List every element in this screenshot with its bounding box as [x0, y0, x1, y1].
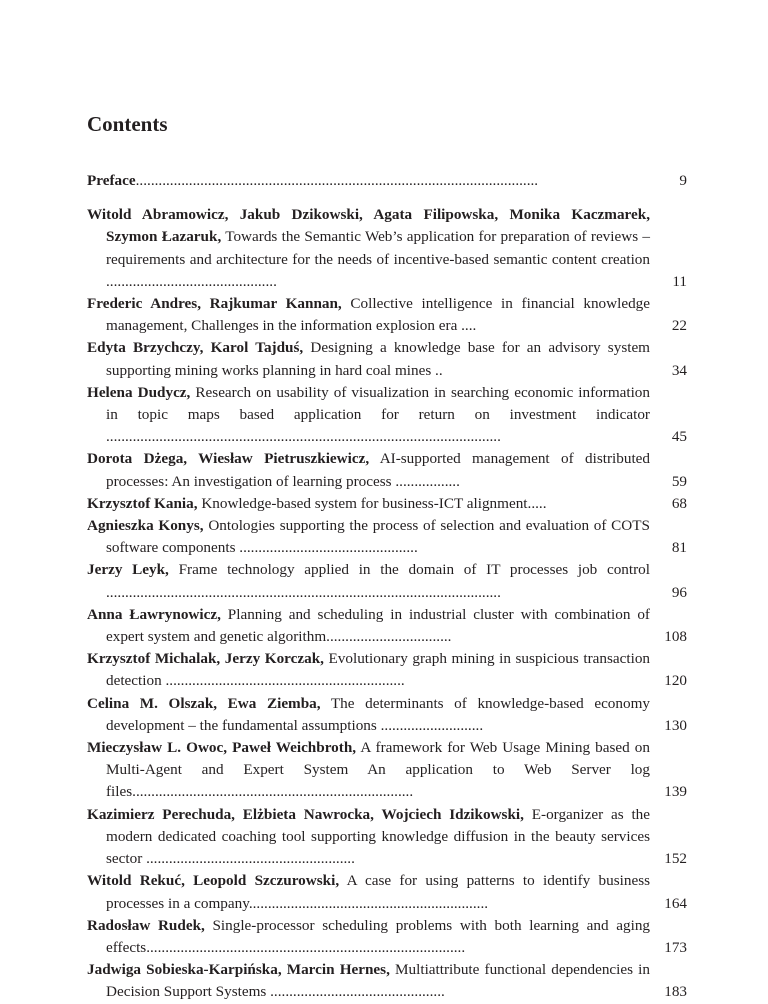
entry-page-number: 45 [671, 428, 687, 446]
entry-page-number: 139 [664, 783, 687, 801]
entry-title: A case for using patterns to identify business processes in a company [106, 872, 651, 912]
entry-authors: Kazimierz Perechuda, Elżbieta Nawrocka, Wojciech Idzikowski, [87, 805, 524, 823]
entry-authors: Jerzy Leyk, [87, 561, 169, 579]
entry-title: Knowledge-based system for business-ICT alignment [201, 494, 528, 512]
entry-title: Towards the Semantic Web’s application for preparation of reviews – requirements and architecture for the needs of incentive-based semantic content creation [106, 228, 650, 268]
entry-authors: Witold Abramowicz, Jakub Dzikowski, Agata Filipowska, Monika Kaczmarek, Szymon Łazaruk, [87, 206, 650, 246]
entry-title: Research on usability of visualization in searching economic information in topic maps based application for return on investment indicator [106, 383, 650, 424]
entry-authors: Mieczysław L. Owoc, Paweł Weichbroth, [87, 739, 357, 757]
entry-title: E-organizer as the modern dedicated coaching tool supporting knowledge diffusion in the beauty services sector [106, 805, 651, 868]
entry-authors: Krzysztof Kania, [87, 494, 198, 512]
entry-page-number: 164 [664, 894, 687, 912]
entry-title: Ontologies supporting the process of selection and evaluation of COTS software components [106, 517, 650, 557]
toc-entry: Kazimierz Perechuda, Elżbieta Nawrocka, Wojciech Idzikowski, E-organizer as the modern dedicated coaching tool supporting knowledge diffusion in the beauty services sector ....................................................... 152 [87, 804, 687, 871]
toc-entry [87, 337, 687, 381]
toc-entry: Agnieszka Konys, Ontologies supporting the process of selection and evaluation of COTS software components ............................................... 81 [87, 515, 687, 559]
entry-page-number: 34 [671, 361, 687, 379]
entry-authors: Celina M. Olszak, Ewa Ziemba, [87, 694, 321, 712]
toc-entry: Jadwiga Sobieska-Karpińska, Marcin Hernes, Multiattribute functional dependencies in Decision Support Systems .............................................. 183 [87, 959, 687, 1003]
entry-title: Preface [87, 172, 136, 189]
entry-authors: Agnieszka Konys, [87, 517, 204, 535]
toc-entry: Helena Dudycz, Research on usability of visualization in searching economic information in topic maps based application for return on investment indicator ........................................................................................................ 45 [87, 382, 687, 449]
toc-entry: Celina M. Olszak, Ewa Ziemba, The determinants of knowledge-based economy development – the fundamental assumptions ........................... 130 [87, 693, 687, 737]
entry-page-number: 9 [679, 172, 687, 189]
entry-page-number: 120 [664, 672, 687, 690]
entry-authors: Radosław Rudek, [87, 916, 205, 934]
entry-title: Frame technology applied in the domain of IT processes job control [178, 561, 650, 579]
entry-title: The determinants of knowledge-based economy development – the fundamental assumptions [106, 694, 650, 734]
entry-page-number: 173 [664, 938, 687, 956]
entry-title: Designing a knowledge base for an advisory system supporting mining works planning in hard coal mines .. [106, 339, 650, 379]
entry-page-number: 81 [671, 539, 687, 557]
entry-authors: Jadwiga Sobieska-Karpińska, Marcin Hernes, [87, 961, 390, 979]
entry-title: A framework for Web Usage Mining based on Multi-Agent and Expert System An application to Web Server log files [106, 739, 650, 801]
entry-authors: Dorota Dżega, Wiesław Pietruszkiewicz, [87, 450, 370, 468]
entry-page-number: 108 [664, 628, 687, 646]
toc-entry: Jerzy Leyk, Frame technology applied in the domain of IT processes job control ........................................................................................................ 96 [87, 559, 687, 603]
entry-title: Planning and scheduling in industrial cluster with combination of expert system and genetic algorithm [106, 605, 650, 646]
entry-authors: Edyta Brzychczy, Karol Tajduś, [87, 339, 304, 357]
toc-entry: Dorota Dżega, Wiesław Pietruszkiewicz, AI-supported management of distributed processes: An investigation of learning process ................. 59 [87, 448, 687, 492]
entry-authors: Anna Ławrynowicz, [87, 605, 221, 623]
toc-entry: Witold Abramowicz, Jakub Dzikowski, Agata Filipowska, Monika Kaczmarek, Szymon Łazaruk, Towards the Semantic Web’s application for preparation of reviews – requirements and architecture for the needs of incentive-based semantic content creation ............................................. 11 [87, 204, 687, 293]
entry-title: Evolutionary graph mining in suspicious transaction detection [106, 650, 651, 690]
entry-title: Single-processor scheduling problems with both learning and aging effects [106, 916, 651, 956]
entry-page-number: 11 [672, 272, 687, 290]
toc-entry: Krzysztof Kania, Knowledge-based system for business-ICT alignment..... 68 [87, 493, 687, 515]
toc-entry: Mieczysław L. Owoc, Paweł Weichbroth, A framework for Web Usage Mining based on Multi-Agent and Expert System An application to Web Server log files.......................................................................... 139 [87, 737, 687, 804]
toc-entry: Witold Rekuć, Leopold Szczurowski, A case for using patterns to identify business processes in a company............................................................... 164 [87, 870, 687, 914]
entry-authors: Witold Rekuć, Leopold Szczurowski, [87, 872, 340, 890]
entry-page-number: 152 [664, 850, 687, 868]
entry-authors: Frederic Andres, Rajkumar Kannan, [87, 295, 342, 313]
toc-entry: Krzysztof Michalak, Jerzy Korczak, Evolutionary graph mining in suspicious transaction detection ............................................................... 120 [87, 648, 687, 692]
entry-page-number: 22 [671, 317, 687, 335]
toc-entry: Frederic Andres, Rajkumar Kannan, Collective intelligence in financial knowledge management, Challenges in the information explosion era .... 22 [87, 293, 687, 337]
entry-title: Collective intelligence in financial knowledge management, Challenges in the information explosion era [106, 295, 651, 335]
toc-entry-preface: Preface.......................................................................................................... 9 [87, 170, 687, 192]
page-title: Contents [87, 112, 168, 136]
table-of-contents [87, 170, 687, 1004]
toc-entry: Radosław Rudek, Single-processor scheduling problems with both learning and aging effects.................................................................................... 173 [87, 915, 687, 959]
entry-page-number: 68 [671, 494, 687, 512]
entry-page-number: 96 [671, 583, 687, 601]
entry-title: AI-supported management of distributed processes: An investigation of learning process [106, 450, 650, 490]
entry-page-number: 59 [671, 472, 687, 490]
entry-authors: Helena Dudycz, [87, 383, 191, 401]
entry-page-number: 130 [664, 716, 687, 734]
entry-page-number: 183 [664, 983, 687, 1001]
toc-entry: Anna Ławrynowicz, Planning and scheduling in industrial cluster with combination of expert system and genetic algorithm................................. 108 [87, 604, 687, 648]
entry-authors: Krzysztof Michalak, Jerzy Korczak, [87, 650, 324, 668]
entry-title: Multiattribute functional dependencies in Decision Support Systems [106, 961, 650, 1001]
